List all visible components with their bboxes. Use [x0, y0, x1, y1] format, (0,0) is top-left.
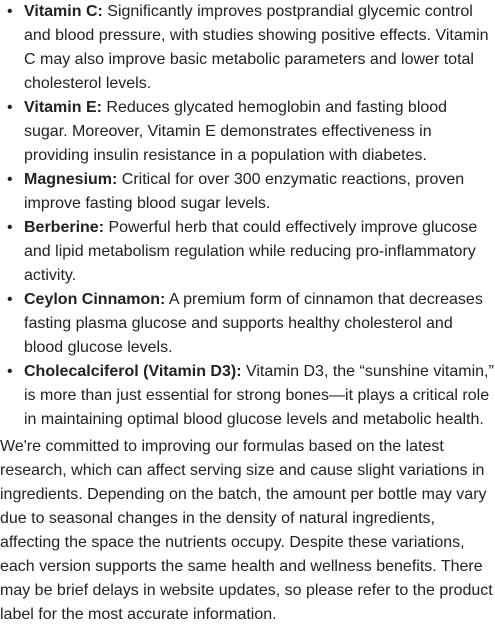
list-item: [24, 288, 495, 360]
ingredient-description: Powerful herb that could effectively improve glucose and lipid metabolism regulation while reducing pro-inflammatory activity.: [24, 219, 478, 284]
ingredient-description: A premium form of cinnamon that decreases fasting plasma glucose and supports healthy cholesterol and blood glucose levels.: [24, 291, 483, 356]
ingredient-name: Vitamin C:: [24, 3, 103, 20]
ingredient-name: Magnesium:: [24, 171, 118, 188]
ingredient-description: Vitamin D3, the “sunshine vitamin,” is more than just essential for strong bones—it plays a critical role in maintaining optimal blood glucose levels and metabolic health.: [24, 363, 494, 428]
ingredient-name: Ceylon Cinnamon:: [24, 291, 166, 308]
ingredient-name: Cholecalciferol (Vitamin D3):: [24, 363, 242, 380]
ingredient-description: Reduces glycated hemoglobin and fasting blood sugar. Moreover, Vitamin E demonstrates effectiveness in providing insulin resistance in a population with diabetes.: [24, 99, 448, 164]
list-item: [24, 360, 495, 432]
ingredient-description: Critical for over 300 enzymatic reactions, proven improve fasting blood sugar levels.: [24, 171, 465, 212]
ingredient-name: Vitamin E:: [24, 99, 102, 116]
list-item: [24, 0, 495, 96]
ingredient-description: Significantly improves postprandial glycemic control and blood pressure, with studies showing positive effects. Vitamin C may also improve basic metabolic parameters and lower total cholesterol levels.: [24, 3, 489, 92]
list-item: [24, 216, 495, 288]
formula-note: We're committed to improving our formulas based on the latest research, which can affect serving size and cause slight variations in ingredients. Depending on the batch, the amount per bottle may vary due to seasonal changes in the density of natural ingredients, affecting the space the nutrients occupy. Despite these variations, each version supports the same health and wellness benefits. There may be brief delays in website updates, so please refer to the product label for the most accurate information.: [0, 438, 493, 623]
list-item: [24, 96, 495, 168]
list-item: [24, 168, 495, 216]
ingredient-name: Berberine:: [24, 219, 105, 236]
